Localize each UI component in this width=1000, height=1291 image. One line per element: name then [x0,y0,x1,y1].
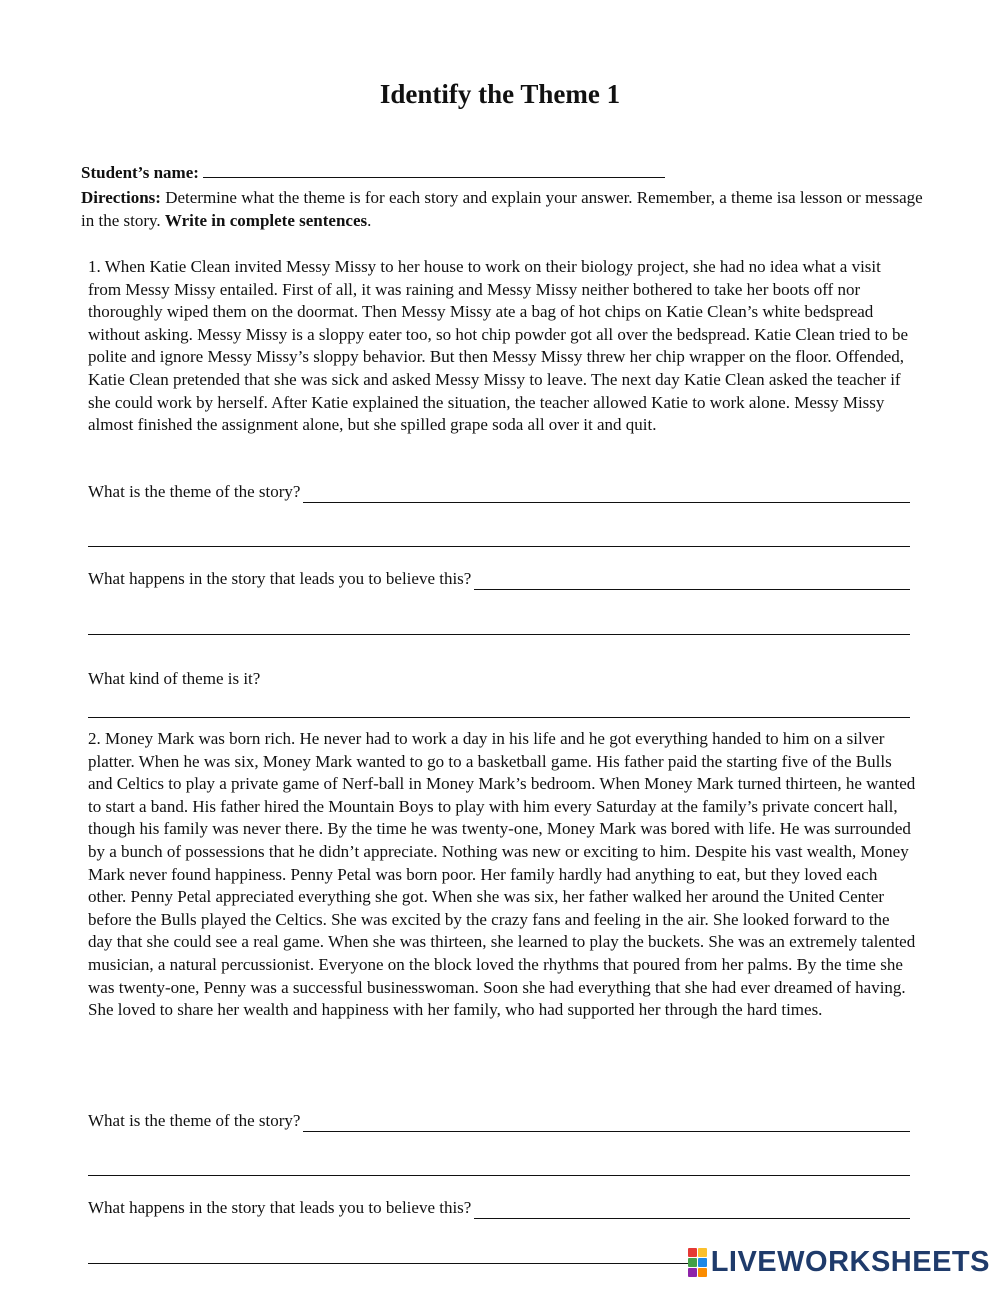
story-1-evidence-answer-line-2[interactable] [88,634,910,635]
story-2-theme-answer-line-2[interactable] [88,1175,910,1176]
liveworksheets-wordmark: LIVEWORKSHEETS [710,1246,990,1278]
story-2-evidence-answer-line[interactable] [474,1201,910,1219]
student-name-row [81,157,665,186]
directions-label: Directions: [81,188,161,207]
story-2-evidence-label: What happens in the story that leads you to believe this? [88,1198,472,1217]
directions-emphasis: Write in complete sentences [164,211,368,230]
story-1-theme-question [88,481,910,503]
story-1-kind-answer-line[interactable] [88,717,910,718]
directions [81,186,926,232]
story-1-text: 1. When Katie Clean invited Messy Missy to her house to work on their biology project, she had no idea what a visit from Messy Missy entailed. First of all, it was raining and Messy Missy neither bothered to take her boots off nor thoroughly wiped them on the doormat. Then Messy Missy ate a bag of hot chips on Katie Clean’s white bedspread without asking. Messy Missy is a sloppy eater too, so hot chip powder got all over the bedspread. Katie Clean tried to be polite and ignore Messy Missy’s sloppy behavior. But then Messy Missy threw her chip wrapper on the floor. Offended, Katie Clean pretended that she was sick and asked Messy Missy to leave. The next day Katie Clean asked the teacher if she could work by herself. After Katie explained the situation, the teacher allowed Katie to work alone. Messy Missy almost finished the assignment alone, but she spilled grape soda all over it and quit. [88,257,909,435]
student-name-label: Student’s name: [81,163,199,182]
story-1-theme-answer-line-2[interactable] [88,546,910,547]
story-2-theme-label: What is the theme of the story? [88,1111,301,1130]
story-2-theme-answer-line[interactable] [303,1114,910,1132]
worksheet-title: Identify the Theme 1 [379,79,621,109]
liveworksheets-blocks-icon [688,1248,707,1277]
student-name-field[interactable] [203,157,665,178]
story-2 [88,728,918,1022]
story-1-evidence-answer-line[interactable] [474,572,910,590]
directions-text: Determine what the theme is for each story and explain your answer. Remember, a theme isa lesson or message in the story. [81,188,923,230]
story-1-theme-answer-line[interactable] [303,485,910,503]
story-1-theme-label: What is the theme of the story? [88,482,301,501]
story-2-evidence-question [88,1197,910,1219]
liveworksheets-logo [688,1247,990,1277]
story-1-evidence-label: What happens in the story that leads you to believe this? [88,569,472,588]
story-1-evidence-question [88,568,910,590]
story-2-evidence-answer-line-2[interactable] [88,1263,688,1264]
story-1 [88,256,918,437]
directions-end: . [367,211,372,230]
story-2-text: 2. Money Mark was born rich. He never had to work a day in his life and he got everything handed to him on a silver platter. When he was six, Money Mark wanted to go to a basketball game. His father paid the starting five of the Bulls and Celtics to play a private game of Nerf-ball in Money Mark’s bedroom. When Money Mark turned thirteen, he wanted to start a band. His father hired the Mountain Boys to play with him every Saturday at the family’s private concert hall, though his family was never there. By the time he was twenty-one, Money Mark was bored with life. He was surrounded by a bunch of possessions that he didn’t appreciate. Nothing was new or exciting to him. Despite his vast wealth, Money Mark never found happiness. Penny Petal was born poor. Her family hardly had anything to eat, but they loved each other. Penny Petal appreciated everything she got. When she was six, her father walked her around the United Center before the Bulls played the Celtics. She was excited by the crazy fans and feeling in the air. She looked forward to the day that she could see a real game. When she was thirteen, she learned to play the buckets. She was an extremely talented musician, a natural percussionist. Everyone on the block loved the rhythms that poured from her palms. By the time she was twenty-one, Penny was a successful businesswoman. Soon she had everything that she had ever dreamed of having. She loved to share her wealth and happiness with her family, who had supported her through the hard times. [88,729,916,1020]
story-2-theme-question [88,1110,910,1132]
story-1-kind-label: What kind of theme is it? [88,669,261,688]
